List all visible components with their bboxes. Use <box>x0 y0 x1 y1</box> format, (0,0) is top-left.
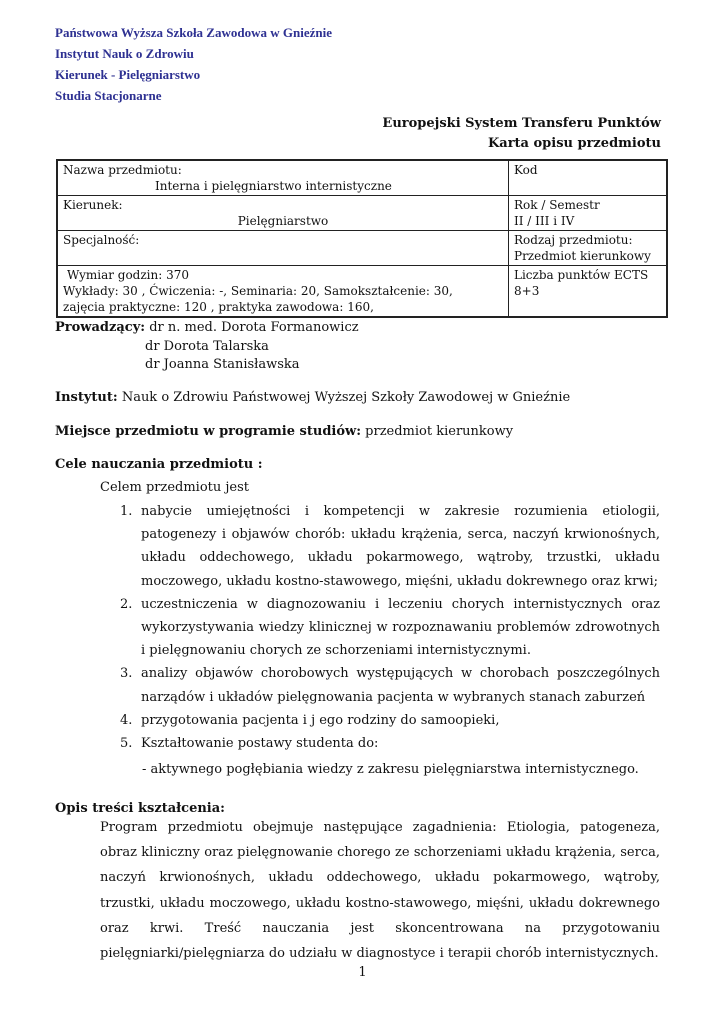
field-of-study: Kierunek - Pielęgniarstwo <box>55 67 201 82</box>
list-item <box>120 500 660 593</box>
place-value: przedmiot kierunkowy <box>365 424 514 439</box>
page-number: 1 <box>358 965 367 980</box>
course-name-cell <box>57 160 509 196</box>
course-type-label: Rodzaj przedmiotu: <box>514 233 633 247</box>
institution-header <box>55 22 332 106</box>
hours-breakdown-2: zajęcia praktyczne: 120 , praktyka zawodowa: 160, <box>63 300 374 314</box>
university-name: Państwowa Wyższa Szkoła Zawodowa w Gnieźnie <box>55 25 332 40</box>
list-item-number: 1. <box>120 504 133 519</box>
goals-list <box>120 500 660 755</box>
hours-cell <box>57 266 509 318</box>
study-mode: Studia Stacjonarne <box>55 88 162 103</box>
field-value: Pielęgniarstwo <box>237 214 329 228</box>
list-item <box>120 709 660 732</box>
institute-label: Instytut: <box>55 390 118 405</box>
instructor-3: dr Joanna Stanisławska <box>145 357 300 372</box>
card-title: Karta opisu przedmiotu <box>487 136 661 151</box>
list-item <box>120 732 660 755</box>
year-label: Rok / Semestr <box>514 198 600 212</box>
specialty-cell <box>57 231 509 266</box>
list-item <box>120 593 660 663</box>
course-info-table <box>56 159 668 318</box>
course-type-cell <box>509 231 668 266</box>
list-item-text: uczestniczenia w diagnozowaniu i leczeniu chorych internistycznych oraz wykorzystywania wiedzy klinicznej w rozpoznawaniu problemów zdrowotnych i pielęgnowaniu chorych ze schorzeniami internistycznymi. <box>141 596 660 659</box>
course-name-value: Interna i pielęgniarstwo internistyczne <box>155 179 392 193</box>
list-item-text: analizy objawów chorobowych występujących w chorobach poszczególnych narządów i układów pielęgnowania pacjenta w wybranych stanach zaburzeń <box>141 666 660 705</box>
instructor-1: dr n. med. Dorota Formanowicz <box>149 320 359 335</box>
list-item-number: 5. <box>120 736 133 752</box>
year-value: II / III i IV <box>514 214 575 228</box>
code-label: Kod <box>514 163 538 177</box>
document-title <box>382 114 661 154</box>
content-description: Program przedmiotu obejmuje następujące zagadnienia: Etiologia, patogeneza, obraz kliniczny oraz pielęgnowanie chorego ze schorzeniami układu krążenia, serca, naczyń krwionośnych, układu oddechowego, układu pokarmowego, wątroby, trzustki, układu moczowego, układu kostno-stawowego, mięśni, układu dokrewnego oraz krwi. Treść nauczania jest skoncentrowana na przygotowaniu pielęgniarki/pielęgniarza do udziału w diagnostyce i terapii chorób internistycznych. <box>100 820 660 962</box>
course-name-label: Nazwa przedmiotu: <box>63 163 182 177</box>
list-item-number: 4. <box>120 712 133 728</box>
institute-value: Nauk o Zdrowiu Państwowej Wyższej Szkoły Zawodowej w Gnieźnie <box>121 390 571 405</box>
specialty-label: Specjalność: <box>63 233 140 247</box>
content-label: Opis treści kształcenia: <box>55 801 225 816</box>
place-section <box>55 422 513 441</box>
code-cell <box>509 160 668 196</box>
ects-points-cell <box>509 266 668 318</box>
ects-title: Europejski System Transferu Punktów <box>382 116 661 131</box>
goals-label: Cele nauczania przedmiotu : <box>55 457 263 472</box>
year-cell <box>509 196 668 231</box>
field-label: Kierunek: <box>63 198 123 212</box>
list-item-text: przygotowania pacjenta i j ego rodziny do samoopieki, <box>141 712 500 728</box>
field-cell <box>57 196 509 231</box>
ects-points-value: 8+3 <box>514 284 540 298</box>
list-item-number: 3. <box>120 666 133 682</box>
instructors-section <box>55 318 359 337</box>
ects-points-label: Liczba punktów ECTS <box>514 268 649 282</box>
institute-name: Instytut Nauk o Zdrowiu <box>55 46 194 61</box>
place-label: Miejsce przedmiotu w programie studiów: <box>55 424 362 439</box>
instructors-label: Prowadzący: <box>55 320 146 335</box>
list-item-number: 2. <box>120 596 133 612</box>
hours-breakdown-1: Wykłady: 30 , Ćwiczenia: -, Seminaria: 20, Samokształcenie: 30, <box>63 284 453 298</box>
instructor-2: dr Dorota Talarska <box>145 339 269 354</box>
list-item-text: Kształtowanie postawy studenta do: <box>141 736 379 752</box>
institute-section <box>55 388 570 407</box>
goals-intro: Celem przedmiotu jest <box>100 480 250 495</box>
goals-heading <box>55 455 263 474</box>
list-item-text: nabycie umiejętności i kompetencji w zakresie rozumienia etiologii, patogenezy i objawów chorób: układu krążenia, serca, naczyń krwionośnych, układu oddechowego, układu pokarmowego, wątroby, trzustki, układu moczowego, układu kostno-stawowego, mięśni, układu dokrewnego oraz krwi; <box>141 504 660 589</box>
course-type-value: Przedmiot kierunkowy <box>514 249 651 263</box>
goals-sub-item: - aktywnego pogłębiania wiedzy z zakresu pielęgniarstwa internistycznego. <box>142 762 639 777</box>
hours-total: Wymiar godzin: 370 <box>67 268 190 282</box>
list-item <box>120 662 660 708</box>
